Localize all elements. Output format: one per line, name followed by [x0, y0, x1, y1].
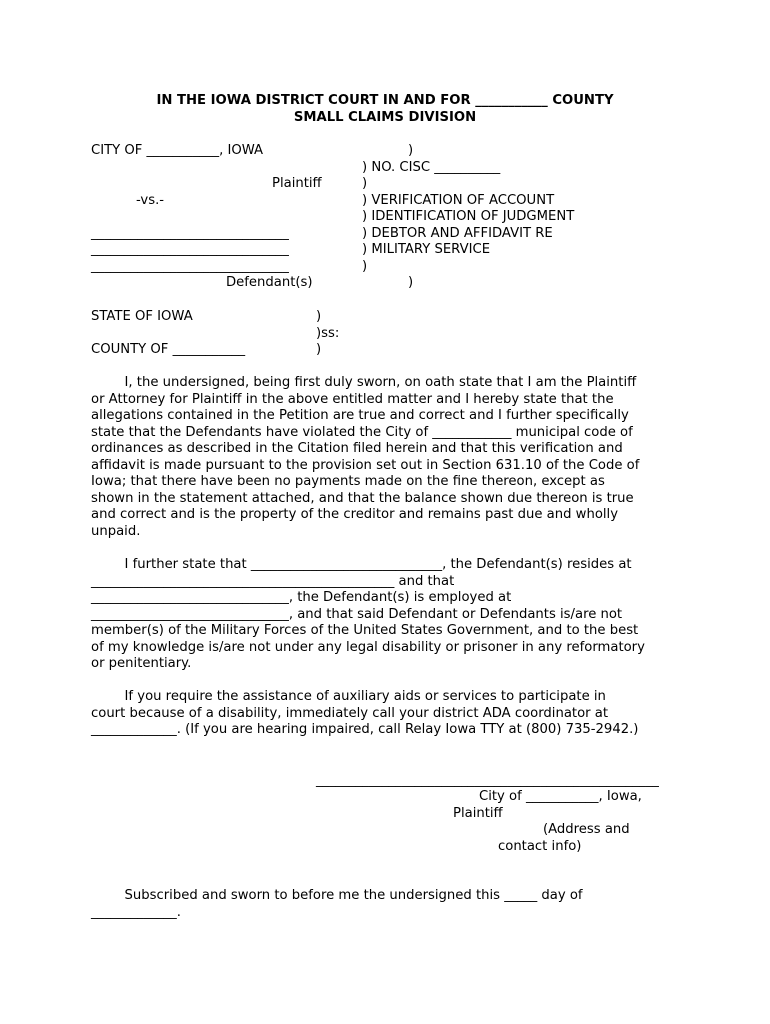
paragraph-line: state that the Defendants have violated the City of ____________ municipal code of: [91, 424, 633, 440]
paragraph-line: ordinances as described in the Citation filed herein and that this verification and: [91, 441, 623, 456]
paragraph-line: ______________________________, the Defendant(s) is employed at: [91, 590, 512, 605]
paragraph-line: member(s) of the Military Forces of the United States Government, and to the best: [91, 623, 639, 638]
affidavit-paragraph-2: [91, 557, 681, 673]
paragraph-line: allegations contained in the Petition are true and correct and I further specifically: [91, 408, 629, 423]
venue-paren: ): [316, 342, 322, 357]
paragraph-line: ______________________________________________ and that: [91, 573, 455, 589]
signature-city: City of ___________, Iowa,: [479, 789, 642, 804]
paragraph-line: affidavit is made pursuant to the provision set out in Section 631.10 of the Code of: [91, 457, 640, 473]
paragraph-line: I, the undersigned, being first duly sworn, on oath state that I am the Plaintiff: [91, 375, 637, 390]
case-number-field: ) NO. CISC __________: [362, 160, 501, 175]
document-title-line: ) DEBTOR AND AFFIDAVIT RE: [362, 226, 553, 241]
document-title-line: ) VERIFICATION OF ACCOUNT: [362, 193, 555, 208]
caption-paren: ): [408, 275, 414, 290]
paragraph-line: _____________.: [91, 904, 181, 920]
defendant-name-blank: ______________________________: [91, 259, 289, 274]
venue-county: COUNTY OF ___________: [91, 342, 246, 357]
caption-paren: ): [362, 259, 368, 274]
paragraph-line: and correct and is the property of the creditor and remains past due and wholly: [91, 507, 619, 522]
paragraph-line: If you require the assistance of auxiliary aids or services to participate in: [91, 689, 606, 704]
jurat-paragraph: [91, 888, 681, 921]
defendant-name-blank: ______________________________: [91, 226, 289, 241]
paragraph-line: I further state that _____________________________, the Defendant(s) resides at: [91, 557, 632, 572]
paragraph-line: shown in the statement attached, and that the balance shown due thereon is true: [91, 490, 634, 506]
caption-defendant-label: Defendant(s): [226, 275, 313, 290]
ada-notice-paragraph: [91, 689, 681, 739]
paragraph-line: or Attorney for Plaintiff in the above entitled matter and I hereby state that the: [91, 391, 614, 407]
signature-plaintiff: Plaintiff: [453, 806, 503, 821]
paragraph-line: of my knowledge is/are not under any legal disability or prisoner in any reformatory: [91, 639, 645, 655]
paragraph-line: or penitentiary.: [91, 656, 192, 671]
caption-paren: ): [408, 143, 414, 158]
division-heading: SMALL CLAIMS DIVISION: [293, 110, 477, 125]
caption-city: CITY OF ___________, IOWA: [91, 143, 264, 158]
venue-ss: )ss:: [316, 326, 340, 341]
affidavit-paragraph-1: [91, 375, 681, 540]
paragraph-line: unpaid.: [91, 523, 141, 539]
signature-address: (Address and: [543, 822, 630, 837]
venue-state: STATE OF IOWA: [91, 309, 193, 324]
signature-line: ____________________________________________________: [316, 773, 659, 788]
caption-plaintiff-label: Plaintiff: [272, 176, 322, 191]
paragraph-line: _____________. (If you are hearing impaired, call Relay Iowa TTY at (800) 735-2942.): [91, 722, 639, 737]
document-title-line: ) MILITARY SERVICE: [362, 242, 491, 257]
paragraph-line: ______________________________, and that said Defendant or Defendants is/are not: [91, 606, 623, 622]
caption-vs-label: -vs.-: [136, 193, 165, 208]
document-title-line: ) IDENTIFICATION OF JUDGMENT: [362, 209, 575, 224]
signature-contact: contact info): [498, 839, 582, 854]
caption-paren: ): [362, 176, 368, 191]
paragraph-line: Iowa; that there have been no payments made on the fine thereon, except as: [91, 474, 605, 489]
paragraph-line: Subscribed and sworn to before me the undersigned this _____ day of: [91, 888, 583, 903]
venue-paren: ): [316, 309, 322, 324]
defendant-name-blank: ______________________________: [91, 242, 289, 257]
court-heading: IN THE IOWA DISTRICT COURT IN AND FOR ___________ COUNTY: [156, 93, 614, 108]
paragraph-line: court because of a disability, immediately call your district ADA coordinator at: [91, 705, 609, 721]
